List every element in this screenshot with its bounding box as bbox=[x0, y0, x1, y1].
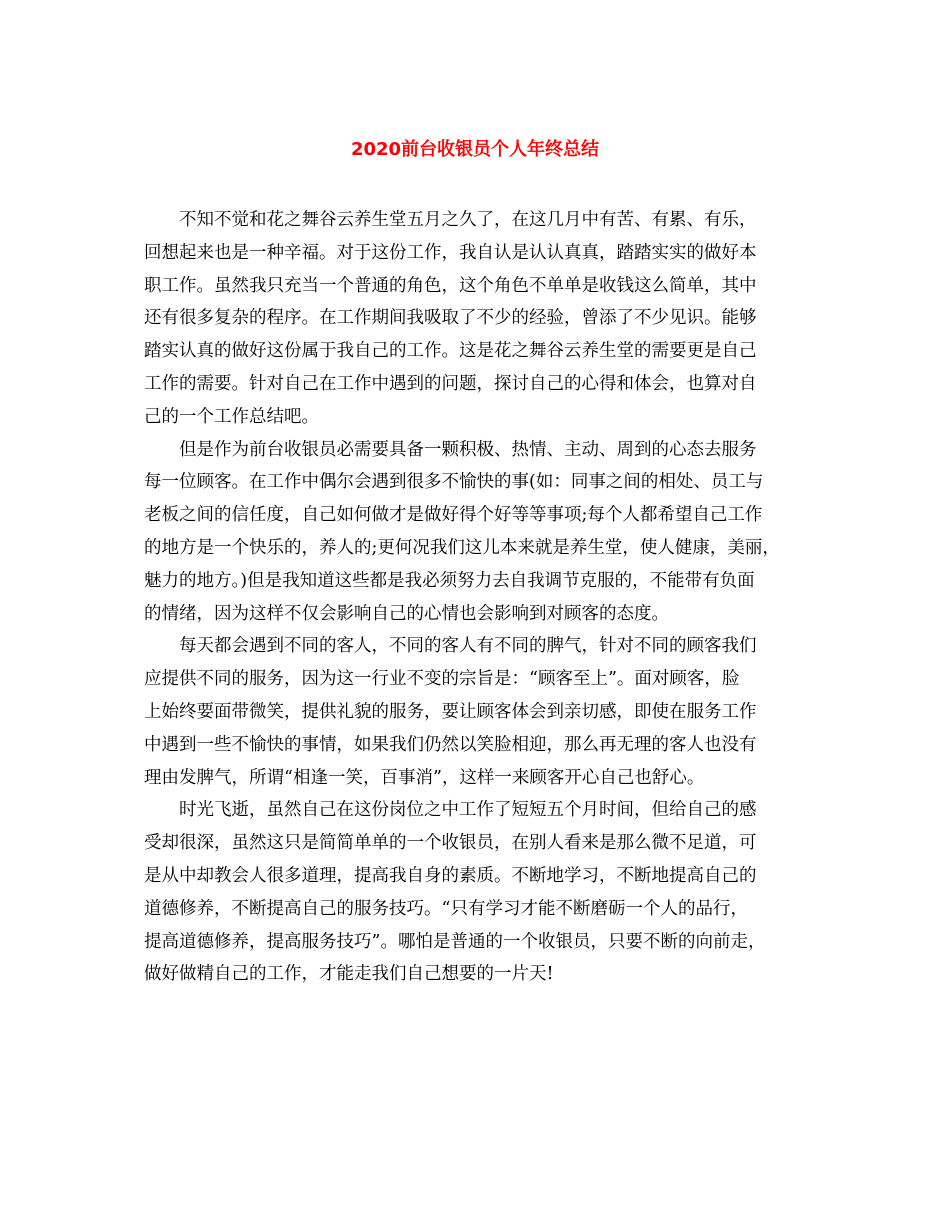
paragraph-line: 职工作。虽然我只充当一个普通的角色，这个角色不单单是收钱这么简单，其中 bbox=[144, 275, 757, 296]
paragraph-line: 还有很多复杂的程序。在工作期间我吸取了不少的经验，曾添了不少见识。能够 bbox=[144, 308, 757, 329]
paragraph-4 bbox=[144, 794, 814, 991]
paragraph-line: 己的一个工作总结吧。 bbox=[144, 406, 319, 427]
paragraph-2 bbox=[144, 434, 814, 631]
paragraph-line: 但是作为前台收银员必需要具备一颗积极、热情、主动、周到的心态去服务 bbox=[179, 439, 757, 460]
paragraph-line: 上始终要面带微笑，提供礼貌的服务，要让顾客体会到亲切感，即使在服务工作 bbox=[144, 701, 757, 722]
paragraph-line: 不知不觉和花之舞谷云养生堂五月之久了，在这几月中有苦、有累、有乐， bbox=[179, 210, 757, 230]
paragraph-line: 提高道德修养，提高服务技巧”。哪怕是普通的一个收银员，只要不断的向前走， bbox=[144, 931, 766, 952]
paragraph-line: 应提供不同的服务，因为这一行业不变的宗旨是：“顾客至上”。面对顾客，脸 bbox=[144, 669, 740, 690]
paragraph-line: 魅力的地方。)但是我知道这些都是我必须努力去自我调节克服的，不能带有负面 bbox=[144, 570, 755, 591]
paragraph-line: 回想起来也是一种辛福。对于这份工作，我自认是认认真真，踏踏实实的做好本 bbox=[144, 242, 757, 263]
paragraph-line: 的情绪，因为这样不仅会影响自己的心情也会影响到对顾客的态度。 bbox=[144, 603, 669, 624]
paragraph-line: 理由发脾气，所谓“相逢一笑，百事消”，这样一来顾客开心自己也舒心。 bbox=[144, 767, 705, 788]
paragraph-line: 中遇到一些不愉快的事情，如果我们仍然以笑脸相迎，那么再无理的客人也没有 bbox=[144, 734, 757, 755]
paragraph-line: 工作的需要。针对自己在工作中遇到的问题，探讨自己的心得和体会，也算对自 bbox=[144, 373, 757, 394]
paragraph-line: 做好做精自己的工作，才能走我们自己想要的一片天! bbox=[144, 964, 554, 985]
paragraph-line: 每天都会遇到不同的客人，不同的客人有不同的脾气，针对不同的顾客我们 bbox=[179, 636, 757, 657]
paragraph-line: 踏实认真的做好这份属于我自己的工作。这是花之舞谷云养生堂的需要更是自己 bbox=[144, 341, 757, 362]
paragraph-line: 每一位顾客。在工作中偶尔会遇到很多不愉快的事(如：同事之间的相处、员工与 bbox=[144, 472, 764, 493]
paragraph-line: 受却很深，虽然这只是简简单单的一个收银员，在别人看来是那么微不足道，可 bbox=[144, 833, 757, 854]
paragraph-1 bbox=[144, 204, 814, 434]
paragraph-3 bbox=[144, 630, 814, 794]
paragraph-line: 老板之间的信任度，自己如何做才是做好得个好等等事项;每个人都希望自己工作 bbox=[144, 505, 763, 526]
document-title: 2020前台收银员个人年终总结 bbox=[350, 139, 600, 160]
paragraph-line: 是从中却教会人很多道理，提高我自身的素质。不断地学习，不断地提高自己的 bbox=[144, 865, 757, 886]
paragraph-line: 时光飞逝，虽然自己在这份岗位之中工作了短短五个月时间，但给自己的感 bbox=[179, 800, 757, 821]
document-body bbox=[144, 204, 814, 991]
paragraph-line: 道德修养，不断提高自己的服务技巧。“只有学习才能不断磨砺一个人的品行， bbox=[144, 898, 748, 919]
paragraph-line: 的地方是一个快乐的，养人的;更何况我们这儿本来就是养生堂，使人健康，美丽， bbox=[144, 537, 780, 558]
